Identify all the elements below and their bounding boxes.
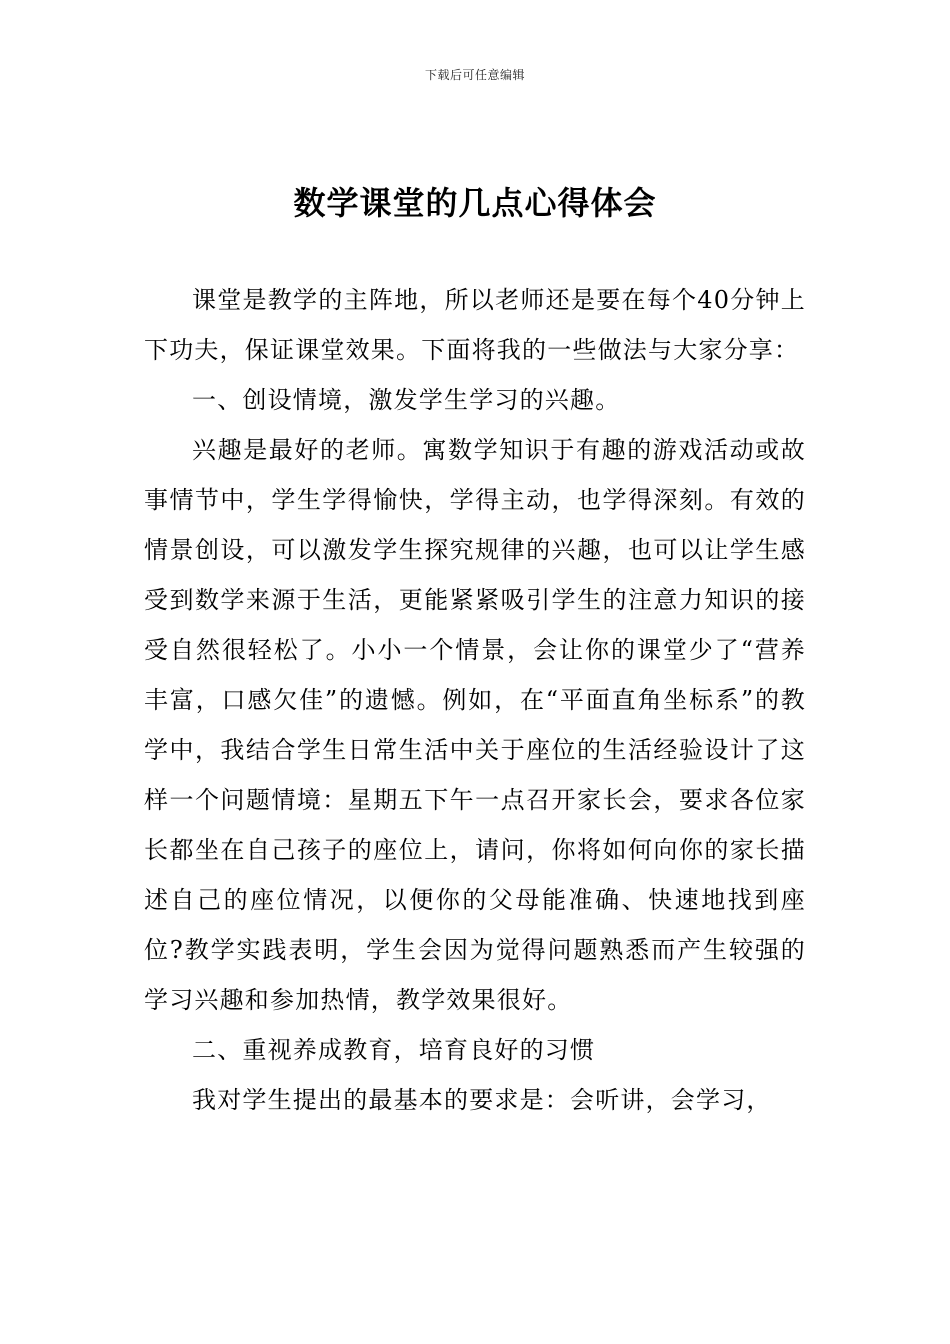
paragraph-intro: 课堂是教学的主阵地，所以老师还是要在每个40分钟上下功夫，保证课堂效果。下面将我的一些做法与大家分享： bbox=[144, 286, 806, 364]
document-title: 数学课堂的几点心得体会 bbox=[293, 184, 657, 222]
section-heading-2: 二、重视养成教育，培育良好的习惯 bbox=[192, 1036, 596, 1064]
document-body bbox=[144, 275, 806, 1125]
header-note: 下载后可任意编辑 bbox=[424, 68, 525, 82]
paragraph-requirements: 我对学生提出的最基本的要求是：会听讲，会学习， bbox=[192, 1086, 772, 1114]
paragraph-interest: 兴趣是最好的老师。寓数学知识于有趣的游戏活动或故事情节中，学生学得愉快，学得主动，也学得深刻。有效的情景创设，可以激发学生探究规律的兴趣，也可以让学生感受到数学来源于生活，更能紧紧吸引学生的注意力知识的接受自然很轻松了。小小一个情景，会让你的课堂少了“营养丰富，口感欠佳”的遗憾。例如，在“平面直角坐标系”的教学中，我结合学生日常生活中关于座位的生活经验设计了这样一个问题情境：星期五下午一点召开家长会，要求各位家长都坐在自己孩子的座位上，请问，你将如何向你的家长描述自己的座位情况，以便你的父母能准确、快速地找到座位?教学实践表明，学生会因为觉得问题熟悉而产生较强的学习兴趣和参加热情，教学效果很好。 bbox=[144, 436, 806, 1014]
section-heading-1: 一、创设情境，激发学生学习的兴趣。 bbox=[192, 386, 621, 414]
